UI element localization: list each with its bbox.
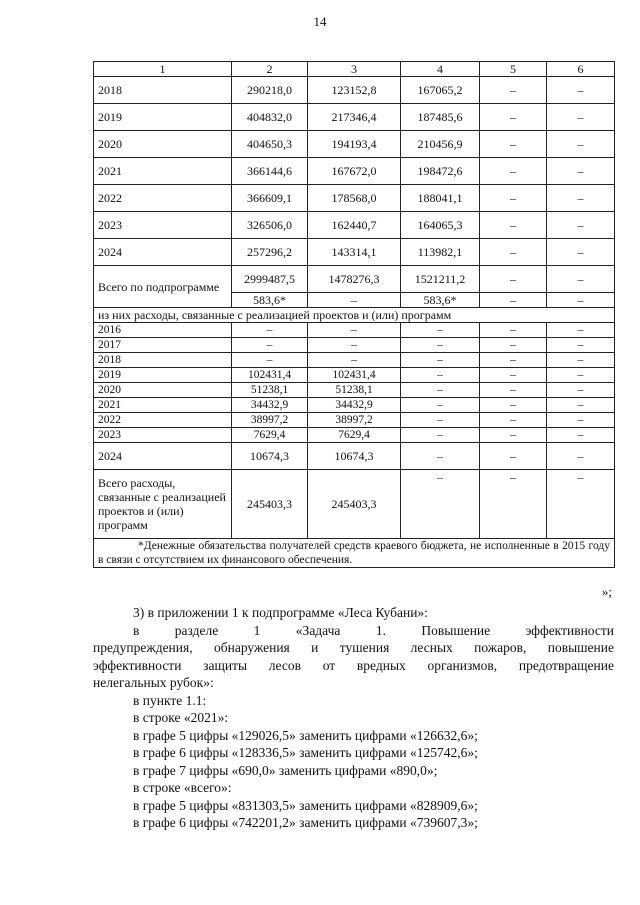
text-line: эффективности защиты лесов от вредных организмов, предотвращение [93, 657, 614, 673]
table-row [94, 428, 615, 443]
page-number: 14 [313, 14, 327, 29]
text-line: в графе 7 цифры «690,0» заменить цифрами «890,0»; [133, 762, 438, 778]
other-cell: – [547, 368, 615, 383]
total-row [94, 266, 615, 293]
other-cell: – [547, 413, 615, 428]
total-value: 2999487,5 [232, 266, 308, 293]
total-cell: 102431,4 [232, 368, 308, 383]
regional-cell: – [401, 353, 480, 368]
grand-total-value: 245403,3 [308, 470, 401, 539]
value-cell: 10674,3 [308, 443, 401, 470]
regional-cell: – [401, 383, 480, 398]
total-cell: 51238,1 [232, 383, 308, 398]
column-number: 6 [547, 62, 615, 77]
year-cell: 2021 [94, 158, 232, 185]
other-cell: – [547, 398, 615, 413]
total-cell: 404650,3 [232, 131, 308, 158]
other-cell: – [547, 77, 615, 104]
table-row [94, 353, 615, 368]
year-cell: 2018 [94, 353, 232, 368]
total-label: Всего по подпрограмме [94, 266, 232, 308]
total-cell: – [232, 353, 308, 368]
table-header-row [94, 62, 615, 77]
grand-total-value: – [401, 470, 480, 539]
federal-cell: 178568,0 [308, 185, 401, 212]
local-cell: – [480, 428, 547, 443]
deferred-value: – [308, 293, 401, 308]
regional-cell: – [401, 398, 480, 413]
column-number: 2 [232, 62, 308, 77]
total-cell: 7629,4 [232, 428, 308, 443]
table-row [94, 239, 615, 266]
table-row [94, 338, 615, 353]
table-row [94, 158, 615, 185]
other-cell: – [547, 104, 615, 131]
regional-cell: – [401, 428, 480, 443]
deferred-value: 583,6* [401, 293, 480, 308]
local-cell: – [480, 239, 547, 266]
local-cell: – [480, 104, 547, 131]
value-cell: – [401, 443, 480, 470]
table-row [94, 398, 615, 413]
other-cell: – [547, 353, 615, 368]
regional-cell: 188041,1 [401, 185, 480, 212]
year-cell: 2023 [94, 212, 232, 239]
federal-cell: 51238,1 [308, 383, 401, 398]
budget-table [93, 61, 615, 568]
column-number: 4 [401, 62, 480, 77]
other-cell: – [547, 185, 615, 212]
federal-cell: 102431,4 [308, 368, 401, 383]
table-row [94, 413, 615, 428]
local-cell: – [480, 77, 547, 104]
text-line: в разделе 1 «Задача 1. Повышение эффективности [133, 622, 614, 638]
total-cell: 366144,6 [232, 158, 308, 185]
other-cell: – [547, 131, 615, 158]
year-cell: 2019 [94, 104, 232, 131]
federal-cell: 167672,0 [308, 158, 401, 185]
regional-cell: 113982,1 [401, 239, 480, 266]
total-cell: 326506,0 [232, 212, 308, 239]
value-cell: 10674,3 [232, 443, 308, 470]
local-cell: – [480, 323, 547, 338]
table-row [94, 323, 615, 338]
grand-total-row [94, 470, 615, 539]
table-row [94, 185, 615, 212]
subheading: из них расходы, связанные с реализацией проектов и (или) программ [94, 308, 615, 323]
year-cell: 2018 [94, 77, 232, 104]
value-cell: – [480, 443, 547, 470]
federal-cell: 194193,4 [308, 131, 401, 158]
regional-cell: 164065,3 [401, 212, 480, 239]
other-cell: – [547, 323, 615, 338]
subheading-row [94, 308, 615, 323]
year-cell: 2024 [94, 443, 232, 470]
column-number: 1 [94, 62, 232, 77]
closing-mark: »; [601, 584, 612, 599]
text-paragraph: 3) в приложении 1 к подпрограмме «Леса Кубани»: [133, 605, 428, 620]
amendment-text [93, 604, 614, 832]
text-line: в графе 6 цифры «742201,2» заменить цифрами «739607,3»; [133, 815, 478, 830]
other-cell: – [547, 158, 615, 185]
regional-cell: – [401, 323, 480, 338]
text-line: в графе 5 цифры «129026,5» заменить цифрами «126632,6»; [133, 727, 478, 743]
local-cell: – [480, 158, 547, 185]
regional-cell: 167065,2 [401, 77, 480, 104]
text-line: в пункте 1.1: [133, 692, 207, 708]
grand-total-label: Всего расходы, связанные с реализацией проектов и (или) программ [94, 470, 232, 539]
total-cell: – [232, 338, 308, 353]
local-cell: – [480, 398, 547, 413]
text-line: в графе 5 цифры «831303,5» заменить цифрами «828909,6»; [133, 797, 478, 813]
year-cell: 2016 [94, 323, 232, 338]
other-cell: – [547, 239, 615, 266]
other-cell: – [547, 383, 615, 398]
year-cell: 2022 [94, 185, 232, 212]
federal-cell: 123152,8 [308, 77, 401, 104]
federal-cell: 7629,4 [308, 428, 401, 443]
federal-cell: 34432,9 [308, 398, 401, 413]
deferred-value: 583,6* [232, 293, 308, 308]
table-row [94, 77, 615, 104]
federal-cell: 38997,2 [308, 413, 401, 428]
regional-cell: – [401, 413, 480, 428]
federal-cell: – [308, 353, 401, 368]
grand-total-value: 245403,3 [232, 470, 308, 539]
local-cell: – [480, 383, 547, 398]
value-cell: – [547, 443, 615, 470]
regional-cell: 198472,6 [401, 158, 480, 185]
total-cell: 34432,9 [232, 398, 308, 413]
table-row [94, 368, 615, 383]
text-line: в графе 6 цифры «128336,5» заменить цифрами «125742,6»; [133, 745, 478, 760]
regional-cell: – [401, 368, 480, 383]
total-cell: 290218,0 [232, 77, 308, 104]
year-cell: 2020 [94, 131, 232, 158]
federal-cell: 217346,4 [308, 104, 401, 131]
grand-total-value: – [480, 470, 547, 539]
regional-cell: 187485,6 [401, 104, 480, 131]
grand-total-value: – [547, 470, 615, 539]
regional-cell: 210456,9 [401, 131, 480, 158]
table-row [94, 383, 615, 398]
footnote: *Денежные обязательства получателей средств краевого бюджета, не исполненные в 2015 году в связи с отсутствием их финансового обеспечения. [94, 539, 615, 568]
total-cell: – [232, 323, 308, 338]
local-cell: – [480, 413, 547, 428]
footnote-row [94, 539, 615, 568]
text-line: предупреждения, обнаружения и тушения лесных пожаров, повышение [93, 640, 614, 655]
federal-cell: 143314,1 [308, 239, 401, 266]
other-cell: – [547, 338, 615, 353]
year-cell: 2021 [94, 398, 232, 413]
local-cell: – [480, 353, 547, 368]
other-cell: – [547, 428, 615, 443]
text-line: нелегальных рубок»: [93, 675, 214, 690]
total-value: – [480, 266, 547, 293]
total-cell: 257296,2 [232, 239, 308, 266]
federal-cell: 162440,7 [308, 212, 401, 239]
text-line: в строке «2021»: [133, 710, 229, 725]
column-number: 3 [308, 62, 401, 77]
total-cell: 366609,1 [232, 185, 308, 212]
year-cell: 2024 [94, 239, 232, 266]
total-cell: 404832,0 [232, 104, 308, 131]
local-cell: – [480, 338, 547, 353]
local-cell: – [480, 131, 547, 158]
deferred-value: – [547, 293, 615, 308]
federal-cell: – [308, 338, 401, 353]
federal-cell: – [308, 323, 401, 338]
deferred-value: – [480, 293, 547, 308]
total-value: 1478276,3 [308, 266, 401, 293]
table-row [94, 131, 615, 158]
local-cell: – [480, 212, 547, 239]
year-cell: 2023 [94, 428, 232, 443]
total-value: – [547, 266, 615, 293]
table-row [94, 443, 615, 470]
local-cell: – [480, 368, 547, 383]
regional-cell: – [401, 338, 480, 353]
year-cell: 2017 [94, 338, 232, 353]
year-cell: 2022 [94, 413, 232, 428]
column-number: 5 [480, 62, 547, 77]
total-value: 1521211,2 [401, 266, 480, 293]
table-row [94, 104, 615, 131]
year-cell: 2020 [94, 383, 232, 398]
other-cell: – [547, 212, 615, 239]
text-line: в строке «всего»: [133, 780, 232, 795]
year-cell: 2019 [94, 368, 232, 383]
table-row [94, 212, 615, 239]
local-cell: – [480, 185, 547, 212]
total-cell: 38997,2 [232, 413, 308, 428]
